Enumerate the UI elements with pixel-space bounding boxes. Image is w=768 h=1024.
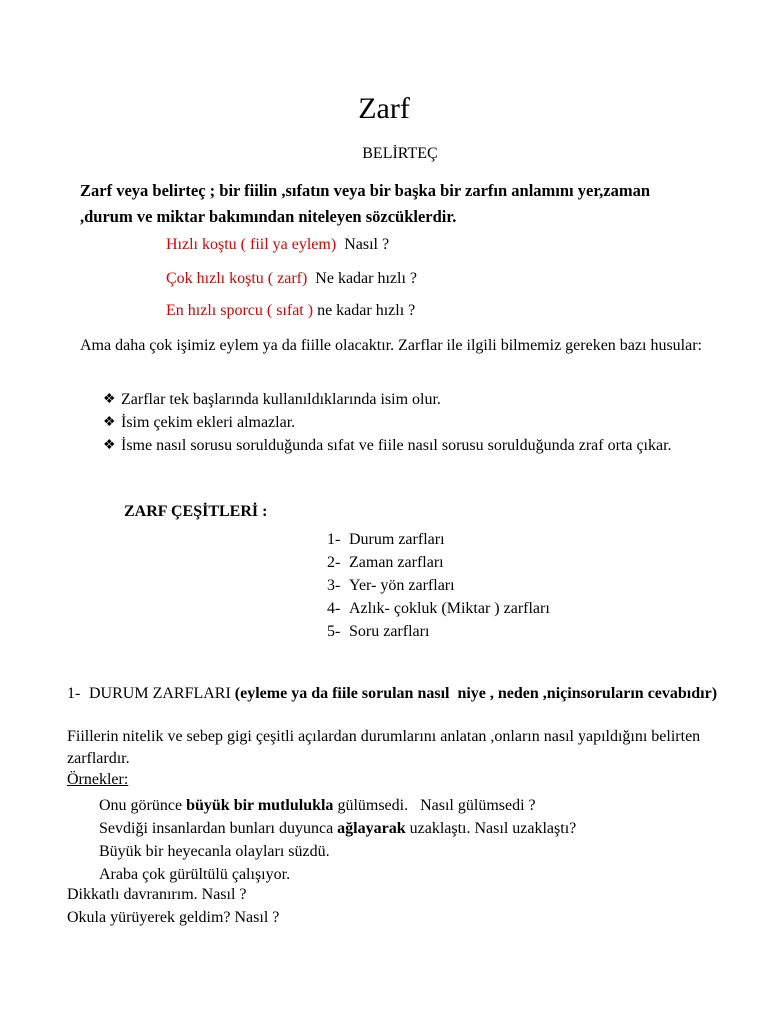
list-number: 4- [327,600,341,617]
list-item [327,620,550,643]
sentence-text: gülümsedi. Nasıl gülümsedi ? [333,797,536,814]
example-line [166,236,389,254]
sentence-text: Onu görünce [99,797,187,814]
section-number: 1- [67,685,81,702]
list-number: 1- [327,531,341,548]
bullet-item [103,411,723,434]
section-subtitle: (eyleme ya da fiile sorulan nasıl niye , neden ,niçinsoruların cevabıdır) [230,685,718,702]
example-sentence: Dikkatlı davranırım. Nasıl ? [67,886,247,903]
intro-paragraph: Ama daha çok işimiz eylem ya da fiille olacaktır. Zarflar ile ilgili bilmemiz gereken bazı husular: [80,337,702,354]
example-red-text: Çok hızlı koştu ( zarf) [166,270,308,287]
list-label: Durum zarfları [349,531,445,548]
list-label: Zaman zarfları [349,554,444,571]
bullet-item [103,388,723,411]
section-body: Fiillerin nitelik ve sebep gigi çeşitli açılardan durumlarını anlatan ,onların nasıl yapıldığını belirten zarflardır. [67,728,701,767]
example-question: Nasıl ? [336,236,390,253]
list-number: 3- [327,577,341,594]
sentence-text: uzaklaştı. Nasıl uzaklaştı? [405,820,577,837]
example-red-text: En hızlı sporcu ( sıfat ) [166,302,314,319]
examples-label: Örnekler: [67,771,129,788]
page-title: Zarf [358,92,410,125]
types-heading: ZARF ÇEŞİTLERİ : [124,503,268,520]
example-line [166,302,415,320]
example-sentence [99,794,576,817]
list-item [327,551,550,574]
extra-examples [67,883,279,929]
list-label: Soru zarfları [349,623,430,640]
list-number: 2- [327,554,341,571]
list-item [327,528,550,551]
list-label: Azlık- çokluk (Miktar ) zarfları [349,600,550,617]
list-number: 5- [327,623,341,640]
sentence-bold: büyük bir mutlulukla [186,797,334,814]
example-sentence [99,840,576,863]
list-item [327,574,550,597]
types-list [327,528,550,643]
section-title: DURUM ZARFLARI [89,685,231,702]
example-sentence: Okula yürüyerek geldim? Nasıl ? [67,909,280,926]
sentence-bold: ağlayarak [337,820,406,837]
example-line [166,270,417,288]
sentence-text: Büyük bir heyecanla olayları süzdü. [99,843,330,860]
bullet-list [103,388,723,457]
bullet-item [103,434,723,457]
list-item [327,597,550,620]
example-question: ne kadar hızlı ? [313,302,416,319]
diamond-bullet-icon: ❖ [103,438,116,453]
sentence-text: Sevdiği insanlardan bunları duyunca [99,820,338,837]
diamond-bullet-icon: ❖ [103,415,116,430]
diamond-bullet-icon: ❖ [103,392,116,407]
sentence-text: Araba çok gürültülü çalışıyor. [99,866,291,883]
bullet-text: İsme nasıl sorusu sorulduğunda sıfat ve fiile nasıl sorusu sorulduğunda zraf orta çıkar. [121,437,672,454]
section-heading [67,683,727,705]
example-red-text: Hızlı koştu ( fiil ya eylem) [166,236,337,253]
bullet-text: İsim çekim ekleri almazlar. [121,414,296,431]
example-sentence [99,817,576,840]
page-subtitle: BELİRTEÇ [362,145,438,162]
bullet-text: Zarflar tek başlarında kullanıldıklarında isim olur. [121,391,441,408]
example-question: Ne kadar hızlı ? [307,270,418,287]
examples-list [99,794,576,886]
list-label: Yer- yön zarfları [349,577,455,594]
definition-text: Zarf veya belirteç ; bir fiilin ,sıfatın veya bir başka bir zarfın anlamını yer,zaman ,durum ve miktar bakımından niteleyen sözcüklerdir. [80,181,650,226]
